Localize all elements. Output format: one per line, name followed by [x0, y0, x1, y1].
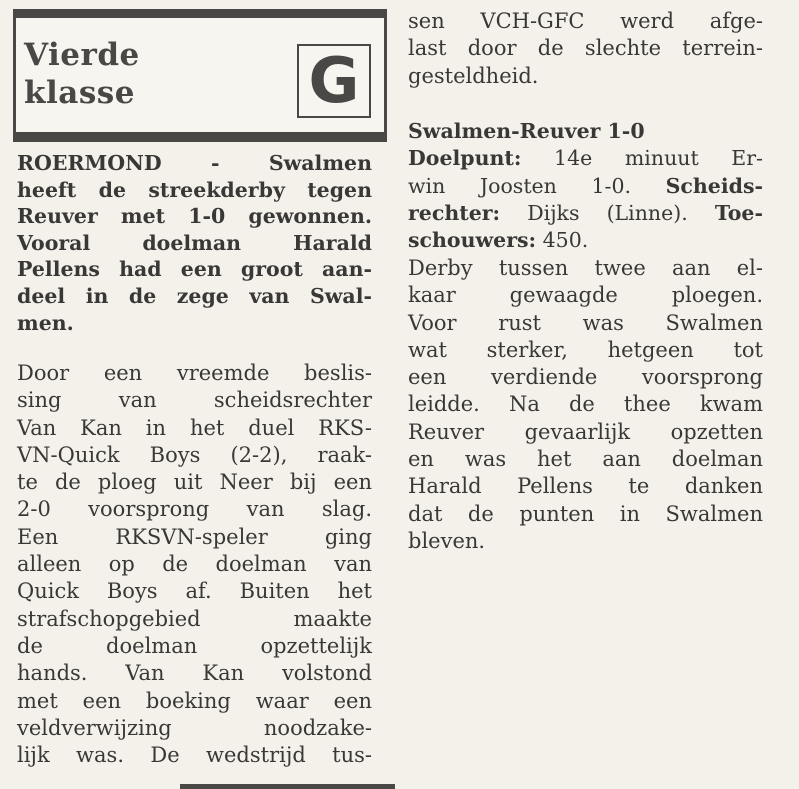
- body-line: last door de slechte terrein-: [408, 36, 763, 61]
- body-line: Door een vreemde beslis-: [17, 361, 372, 385]
- body-line: dat de punten in Swalmen: [408, 501, 763, 526]
- section-title-line-1: Vierde: [24, 37, 140, 73]
- body-line: Reuver gevaarlijk opzetten: [408, 419, 763, 444]
- body-line: lijk was. De wedstrijd tus-: [17, 743, 372, 768]
- article-body-right: [408, 255, 763, 555]
- body-line: sing van scheidsrechter: [17, 388, 372, 413]
- body-line: alleen op de doelman van: [17, 552, 372, 577]
- body-line: Van Kan in het duel RKS-: [17, 415, 372, 440]
- goal-label: Doelpunt:: [408, 146, 522, 171]
- section-header-box: [13, 9, 387, 142]
- body-line: een verdiende voorsprong: [408, 365, 763, 390]
- match-title: Swalmen-Reuver 1-0: [408, 119, 645, 143]
- lead-line: ROERMOND - Swalmen: [17, 151, 372, 175]
- body-line: veldverwijzing noodzake-: [17, 715, 372, 740]
- body-line: Een RKSVN-speler ging: [17, 524, 372, 549]
- article-body-left: [17, 360, 372, 769]
- bottom-divider-rule: [180, 784, 395, 789]
- body-line: Voor rust was Swalmen: [408, 310, 763, 335]
- body-line: sen VCH-GFC werd afge-: [408, 9, 763, 33]
- spectators-label: Toe-: [714, 200, 763, 225]
- body-line: Harald Pellens te danken: [408, 474, 763, 499]
- goal-text: win Joosten 1-0.: [408, 173, 666, 198]
- body-line: hands. Van Kan volstond: [17, 661, 372, 686]
- body-line: VN-Quick Boys (2-2), raak-: [17, 442, 372, 467]
- body-line: de doelman opzettelijk: [17, 633, 372, 658]
- lead-line: Reuver met 1-0 gewonnen.: [17, 204, 372, 229]
- lead-line: Vooral doelman Harald: [17, 230, 372, 255]
- body-line: gesteldheid.: [408, 63, 539, 88]
- body-line: en was het aan doelman: [408, 447, 763, 472]
- body-line: bleven.: [408, 528, 486, 553]
- match-referee-line-2: [408, 200, 763, 227]
- referee-text: Dijks (Linne).: [500, 200, 715, 225]
- match-goal-line: [408, 145, 763, 172]
- lead-line: heeft de streekderby tegen: [17, 177, 372, 202]
- referee-label: rechter:: [408, 200, 501, 225]
- goal-text: 14e minuut Er-: [521, 146, 763, 171]
- body-line: Quick Boys af. Buiten het: [17, 579, 372, 604]
- body-line: met een boeking waar een: [17, 688, 372, 713]
- body-line: kaar gewaagde ploegen.: [408, 283, 763, 308]
- body-line: te de ploeg uit Neer bij een: [17, 470, 372, 495]
- body-line: strafschopgebied maakte: [17, 606, 372, 631]
- section-letter: G: [308, 44, 360, 117]
- match-spectators-line: [408, 227, 763, 254]
- referee-label: Scheids-: [665, 173, 763, 198]
- lead-line: Pellens had een groot aan-: [17, 257, 372, 282]
- section-letter-badge: [297, 44, 371, 118]
- article-lead: [17, 150, 372, 336]
- body-line: Derby tussen twee aan el-: [408, 256, 763, 280]
- body-line: 2-0 voorsprong van slag.: [17, 497, 372, 522]
- lead-line: men.: [17, 310, 74, 335]
- match-report: [408, 118, 763, 254]
- match-referee-line: [408, 173, 763, 200]
- section-title-line-2: klasse: [24, 75, 135, 111]
- article-body-right-continuation: [408, 8, 763, 90]
- body-line: wat sterker, hetgeen tot: [408, 337, 763, 362]
- spectators-label: schouwers:: [408, 228, 537, 253]
- body-line: leidde. Na de thee kwam: [408, 392, 763, 417]
- spectators-text: 450.: [536, 228, 589, 253]
- section-title: [24, 36, 140, 112]
- lead-line: deel in de zege van Swal-: [17, 283, 372, 308]
